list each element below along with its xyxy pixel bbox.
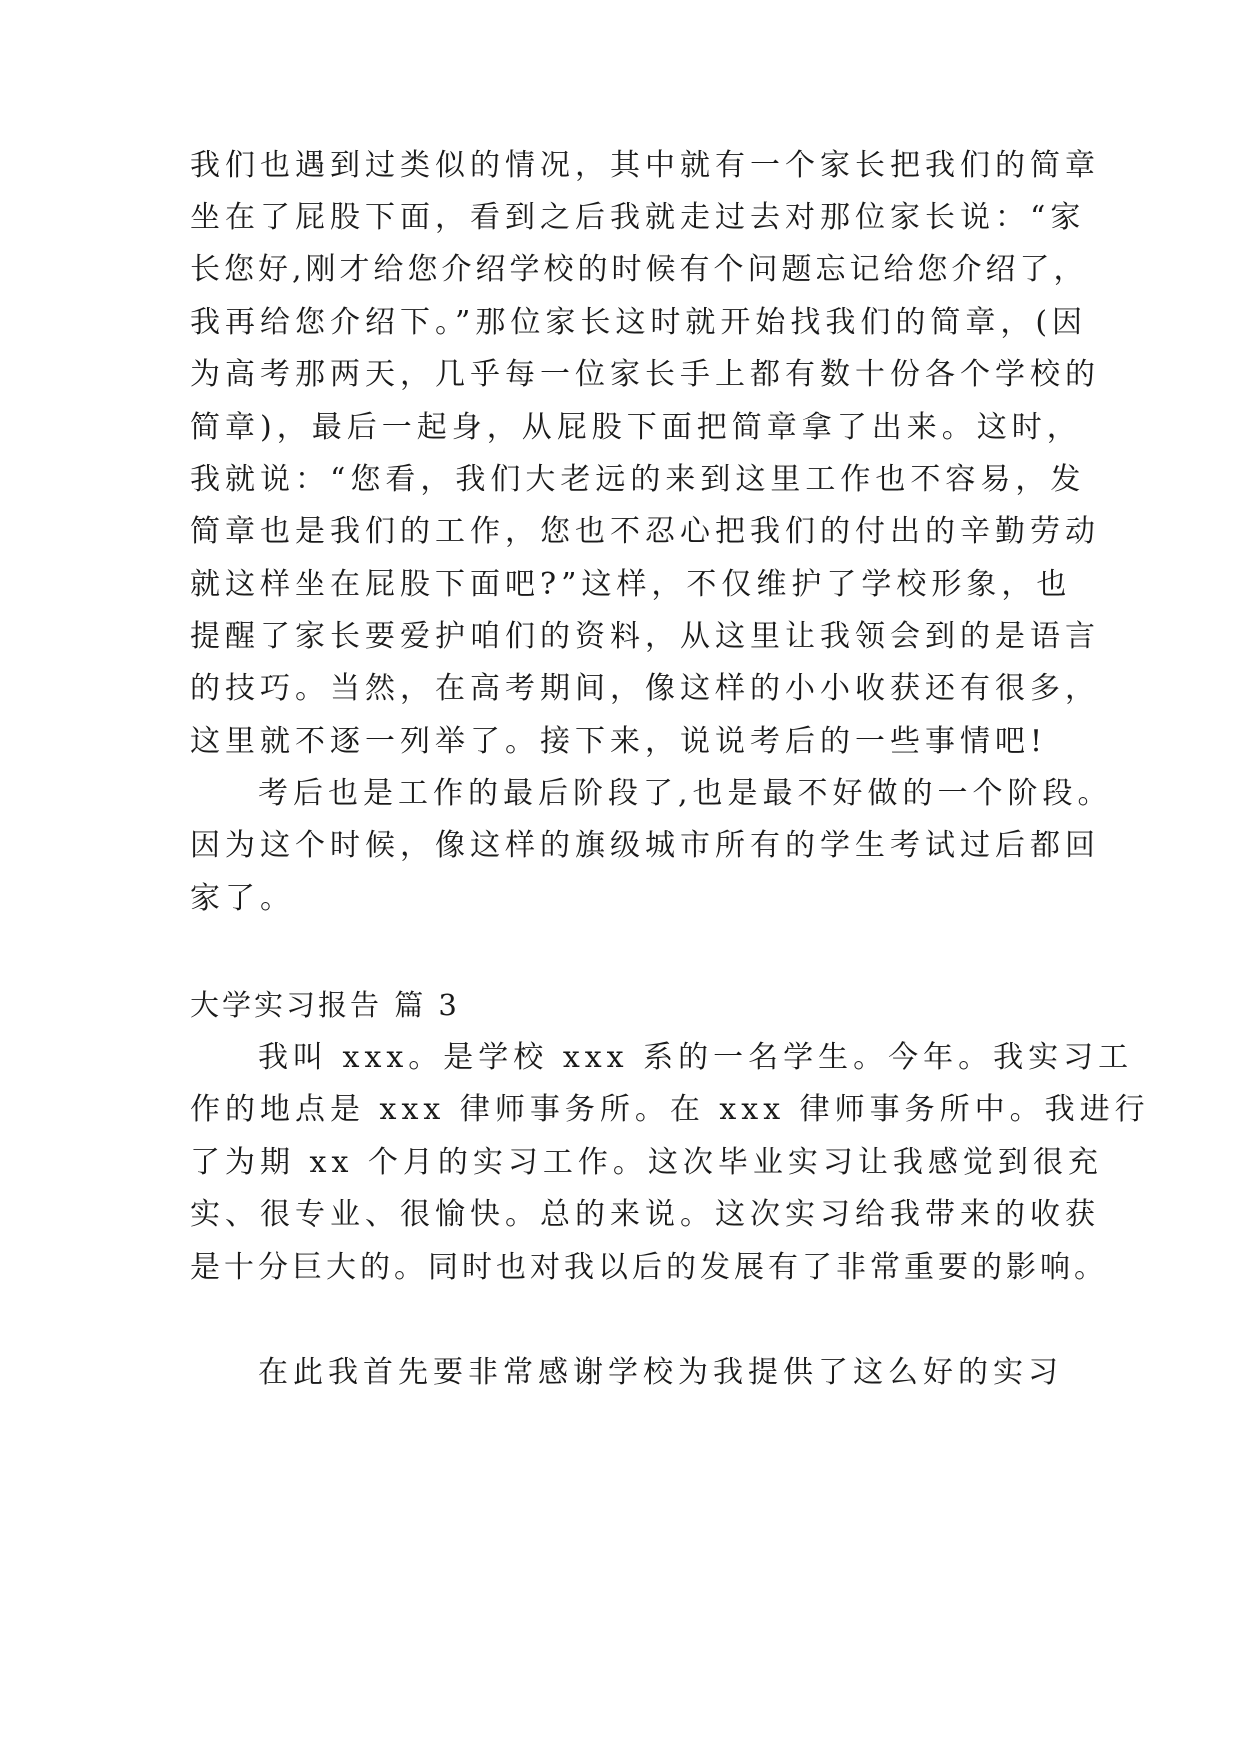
text-line: 家了。 bbox=[190, 881, 295, 916]
text-line: 简章)，最后一起身，从屁股下面把简章拿了出来。这时， bbox=[190, 410, 1082, 445]
text-line: 在此我首先要非常感谢学校为我提供了这么好的实习 bbox=[258, 1355, 1063, 1390]
text-line: 作的地点是 xxx 律师事务所。在 xxx 律师事务所中。我进行 bbox=[190, 1092, 1150, 1127]
text-line: 是十分巨大的。同时也对我以后的发展有了非常重要的影响。 bbox=[190, 1250, 1108, 1285]
text-line: 我们也遇到过类似的情况，其中就有一个家长把我们的简章 bbox=[190, 148, 1100, 183]
text-line: 长您好,刚才给您介绍学校的时候有个问题忘记给您介绍了， bbox=[190, 252, 1088, 287]
text-line: 了为期 xx 个月的实习工作。这次毕业实习让我感觉到很充 bbox=[190, 1145, 1103, 1180]
text-line: 我叫 xxx。是学校 xxx 系的一名学生。今年。我实习工 bbox=[258, 1040, 1134, 1075]
text-line: 提醒了家长要爱护咱们的资料，从这里让我领会到的是语言 bbox=[190, 619, 1100, 654]
text-line: 考后也是工作的最后阶段了,也是最不好做的一个阶段。 bbox=[258, 776, 1113, 811]
text-line: 的技巧。当然，在高考期间，像这样的小小收获还有很多， bbox=[190, 671, 1100, 706]
text-line: 就这样坐在屁股下面吧?”这样，不仅维护了学校形象，也 bbox=[190, 567, 1072, 602]
text-line: 因为这个时候，像这样的旗级城市所有的学生考试过后都回 bbox=[190, 828, 1100, 863]
text-line: 为高考那两天，几乎每一位家长手上都有数十份各个学校的 bbox=[190, 357, 1100, 392]
text-line: 我再给您介绍下。”那位家长这时就开始找我们的简章，(因 bbox=[190, 305, 1088, 340]
section-heading: 大学实习报告 篇 3 bbox=[190, 988, 460, 1022]
text-line: 简章也是我们的工作，您也不忍心把我们的付出的辛勤劳动 bbox=[190, 514, 1100, 549]
text-line: 这里就不逐一列举了。接下来，说说考后的一些事情吧! bbox=[190, 724, 1048, 759]
text-line: 坐在了屁股下面，看到之后我就走过去对那位家长说：“家 bbox=[190, 200, 1086, 235]
text-line: 实、很专业、很愉快。总的来说。这次实习给我带来的收获 bbox=[190, 1197, 1100, 1232]
text-line: 我就说：“您看，我们大老远的来到这里工作也不容易，发 bbox=[190, 462, 1086, 497]
